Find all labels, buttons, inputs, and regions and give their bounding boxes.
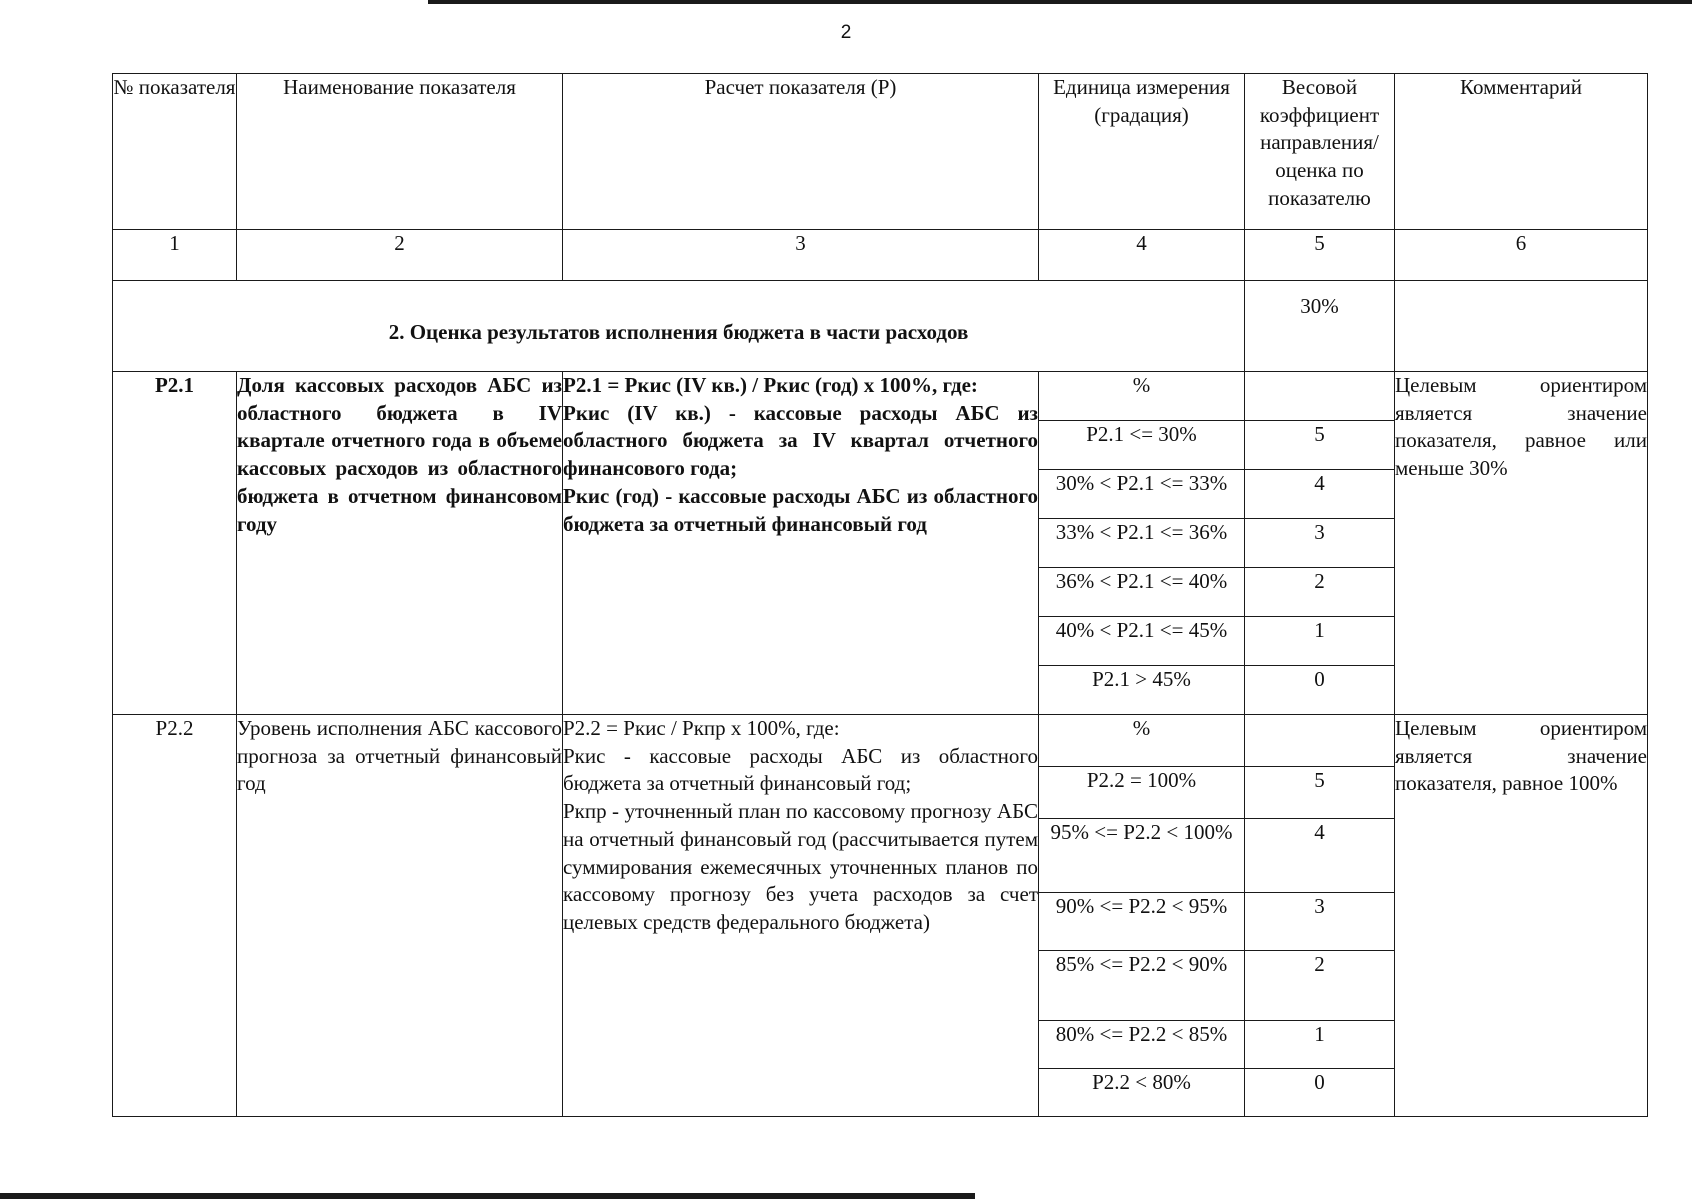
grade-range: 90% <= Р2.2 < 95% [1039, 893, 1245, 951]
section-row [113, 281, 1648, 372]
calc-line: Ркис (год) - кассовые расходы АБС из областного бюджета за отчетный финансовый год [563, 483, 1038, 536]
grade-range: Р2.2 = 100% [1039, 767, 1245, 819]
grade-score: 0 [1245, 1069, 1395, 1117]
table-row [113, 372, 1648, 421]
header-weight: Весовой коэффициент направления/ оценка по показателю [1245, 74, 1395, 230]
table-header-row [113, 74, 1648, 230]
indicator-code: Р2.1 [113, 372, 237, 715]
section-title: 2. Оценка результатов исполнения бюджета в части расходов [113, 281, 1245, 372]
scan-border-bottom [0, 1193, 975, 1199]
grade-range: 40% < Р2.1 <= 45% [1039, 617, 1245, 666]
column-number: 4 [1039, 230, 1245, 281]
score-cell-empty [1245, 372, 1395, 421]
section-weight: 30% [1245, 281, 1395, 372]
header-calculation: Расчет показателя (Р) [563, 74, 1039, 230]
calc-formula: Р2.1 = Ркис (IV кв.) / Ркис (год) х 100%, где: [563, 373, 978, 397]
column-number: 3 [563, 230, 1039, 281]
grade-score: 2 [1245, 568, 1395, 617]
calc-line: Ркпр - уточненный план по кассовому прогнозу АБС на отчетный финансовый год (рассчитывается путем суммирования ежемесячных уточненных планов по кассовому прогнозу без учета расходов за счет целевых средств федерального бюджета) [563, 799, 1038, 935]
column-numbers-row [113, 230, 1648, 281]
section-comment-empty [1395, 281, 1648, 372]
grade-score: 2 [1245, 951, 1395, 1021]
grade-score: 1 [1245, 617, 1395, 666]
grade-score: 5 [1245, 421, 1395, 470]
indicator-code: Р2.2 [113, 715, 237, 1117]
indicator-name: Уровень исполнения АБС кассового прогноза за отчетный финансовый год [237, 715, 563, 1117]
grade-score: 4 [1245, 470, 1395, 519]
indicator-calculation [563, 715, 1039, 1117]
page-number: 2 [840, 22, 852, 43]
grade-score: 4 [1245, 819, 1395, 893]
scan-border-top [428, 0, 1692, 4]
grade-range: 80% <= Р2.2 < 85% [1039, 1021, 1245, 1069]
grade-score: 0 [1245, 666, 1395, 715]
header-name: Наименование показателя [237, 74, 563, 230]
calc-line: Ркис (IV кв.) - кассовые расходы АБС из областного бюджета за IV квартал отчетного финансового года; [563, 400, 1038, 481]
column-number: 2 [237, 230, 563, 281]
column-number: 5 [1245, 230, 1395, 281]
score-cell-empty [1245, 715, 1395, 767]
calc-formula: Р2.2 = Ркис / Ркпр х 100%, где: [563, 716, 840, 740]
indicator-name: Доля кассовых расходов АБС из областного бюджета в IV квартале отчетного года в объеме кассовых расходов из областного бюджета в отчетном финансовом году [237, 372, 563, 715]
grade-score: 1 [1245, 1021, 1395, 1069]
indicator-comment: Целевым ориентиром является значение показателя, равное или меньше 30% [1395, 372, 1648, 715]
grade-range: 36% < Р2.1 <= 40% [1039, 568, 1245, 617]
grade-range: Р2.2 < 80% [1039, 1069, 1245, 1117]
indicator-calculation [563, 372, 1039, 715]
header-comment: Комментарий [1395, 74, 1648, 230]
grade-range: 33% < Р2.1 <= 36% [1039, 519, 1245, 568]
grade-score: 3 [1245, 893, 1395, 951]
unit-cell: % [1039, 372, 1245, 421]
table-row [113, 715, 1648, 767]
header-unit: Единица измерения (градация) [1039, 74, 1245, 230]
unit-cell: % [1039, 715, 1245, 767]
grade-range: 85% <= Р2.2 < 90% [1039, 951, 1245, 1021]
grade-score: 5 [1245, 767, 1395, 819]
calc-line: Ркис - кассовые расходы АБС из областного бюджета за отчетный финансовый год; [563, 743, 1038, 796]
indicators-table [112, 73, 1648, 1117]
grade-range: 30% < Р2.1 <= 33% [1039, 470, 1245, 519]
grade-range: Р2.1 <= 30% [1039, 421, 1245, 470]
grade-range: 95% <= Р2.2 < 100% [1039, 819, 1245, 893]
header-number: № показателя [113, 74, 237, 230]
column-number: 6 [1395, 230, 1648, 281]
grade-score: 3 [1245, 519, 1395, 568]
indicator-comment: Целевым ориентиром является значение показателя, равное 100% [1395, 715, 1648, 1117]
grade-range: Р2.1 > 45% [1039, 666, 1245, 715]
column-number: 1 [113, 230, 237, 281]
